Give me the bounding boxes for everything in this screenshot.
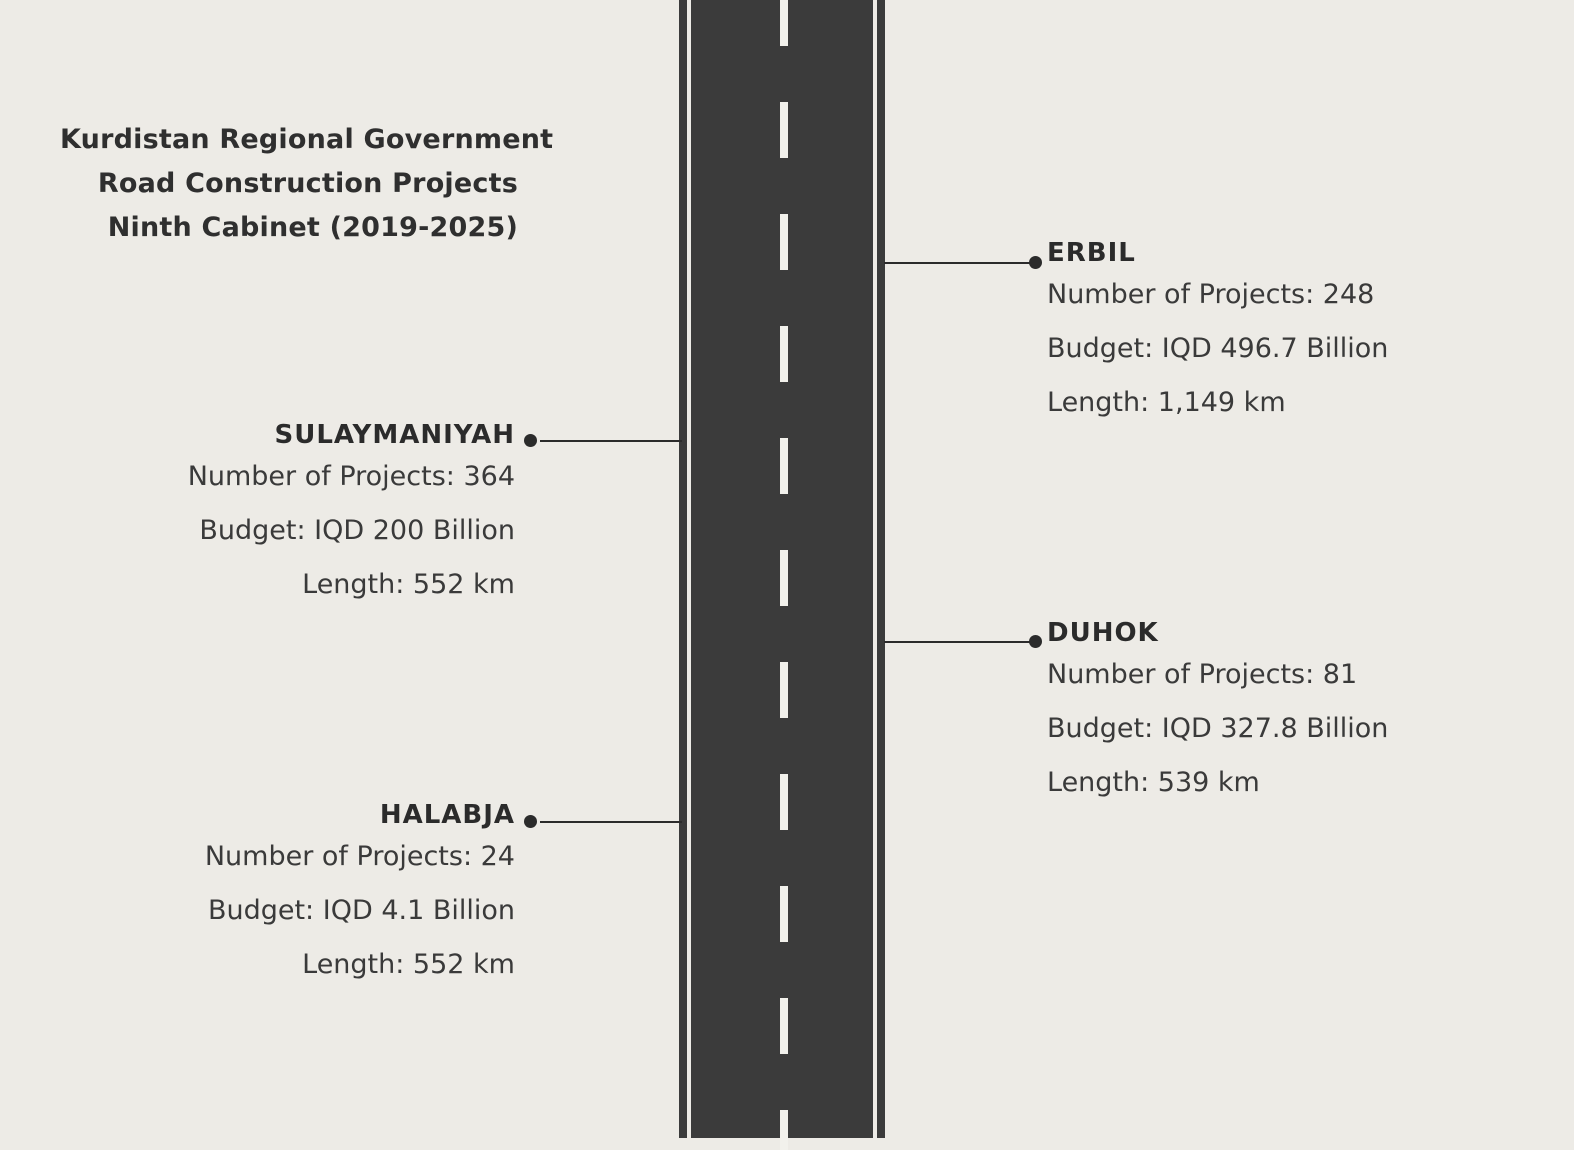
callout-projects-sulaymaniyah: Number of Projects: 364 [187, 461, 515, 492]
callout-length-duhok: Length: 539 km [1047, 767, 1260, 798]
callout-budget-halabja: Budget: IQD 4.1 Billion [207, 895, 515, 926]
road-edge-line-left [687, 0, 691, 1138]
callout-sulaymaniyah [60, 420, 515, 612]
callout-label-duhok: DUHOK [1047, 618, 1159, 648]
callout-budget-erbil: Budget: IQD 496.7 Billion [1047, 333, 1389, 364]
callout-projects-erbil: Number of Projects: 248 [1047, 279, 1375, 310]
leader-dot-sulaymaniyah [524, 434, 537, 447]
title-line-1: Kurdistan Regional Government [60, 124, 554, 155]
leader-line-duhok [884, 641, 1034, 643]
callout-label-halabja: HALABJA [379, 800, 515, 830]
leader-line-halabja [540, 821, 682, 823]
callout-length-halabja: Length: 552 km [302, 949, 515, 980]
leader-dot-erbil [1029, 256, 1042, 269]
callout-length-sulaymaniyah: Length: 552 km [302, 569, 515, 600]
callout-label-sulaymaniyah: SULAYMANIYAH [274, 420, 515, 450]
callout-budget-duhok: Budget: IQD 327.8 Billion [1047, 713, 1389, 744]
callout-erbil [1047, 238, 1527, 430]
callout-duhok [1047, 618, 1527, 810]
callout-halabja [60, 800, 515, 992]
leader-dot-halabja [524, 815, 537, 828]
callout-length-erbil: Length: 1,149 km [1047, 387, 1286, 418]
title-line-2: Road Construction Projects [97, 168, 518, 199]
leader-line-sulaymaniyah [540, 440, 682, 442]
page-title [60, 118, 554, 250]
callout-label-erbil: ERBIL [1047, 238, 1136, 268]
callout-projects-duhok: Number of Projects: 81 [1047, 659, 1358, 690]
road-graphic [679, 0, 885, 1138]
road-center-dashes [780, 0, 788, 1150]
callout-projects-halabja: Number of Projects: 24 [204, 841, 515, 872]
leader-line-erbil [884, 262, 1034, 264]
title-line-3: Ninth Cabinet (2019-2025) [107, 212, 518, 243]
leader-dot-duhok [1029, 635, 1042, 648]
road-edge-line-right [873, 0, 877, 1138]
callout-budget-sulaymaniyah: Budget: IQD 200 Billion [199, 515, 515, 546]
